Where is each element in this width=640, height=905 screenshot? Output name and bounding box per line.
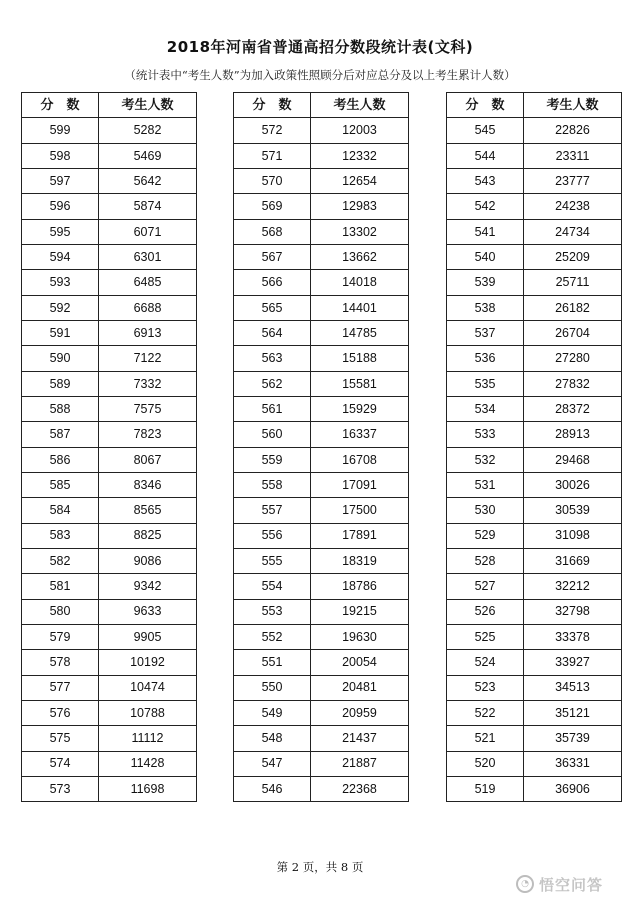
- table-row: [22, 168, 197, 193]
- score-cell: 541: [447, 219, 524, 244]
- table-row: [447, 270, 622, 295]
- table-row: [234, 244, 409, 269]
- count-cell: 18319: [311, 548, 409, 573]
- score-cell: 575: [22, 726, 99, 751]
- score-cell: 524: [447, 650, 524, 675]
- score-cell: 598: [22, 143, 99, 168]
- table-row: [447, 244, 622, 269]
- score-cell: 525: [447, 624, 524, 649]
- table-row: [234, 751, 409, 776]
- score-cell: 574: [22, 751, 99, 776]
- count-cell: 16708: [311, 447, 409, 472]
- table-row: [22, 548, 197, 573]
- table-row: [447, 371, 622, 396]
- table-row: [447, 650, 622, 675]
- score-cell: 580: [22, 599, 99, 624]
- table-row: [22, 447, 197, 472]
- score-cell: 547: [234, 751, 311, 776]
- table-row: [234, 143, 409, 168]
- table-row: [234, 396, 409, 421]
- table-row: [22, 650, 197, 675]
- table-row: [234, 548, 409, 573]
- score-cell: 586: [22, 447, 99, 472]
- count-cell: 6913: [99, 320, 197, 345]
- score-cell: 523: [447, 675, 524, 700]
- count-cell: 6688: [99, 295, 197, 320]
- score-cell: 528: [447, 548, 524, 573]
- table-row: [22, 624, 197, 649]
- count-cell: 20054: [311, 650, 409, 675]
- table-row: [234, 118, 409, 143]
- score-cell: 540: [447, 244, 524, 269]
- score-cell: 560: [234, 422, 311, 447]
- table-row: [234, 295, 409, 320]
- score-cell: 588: [22, 396, 99, 421]
- count-cell: 12654: [311, 168, 409, 193]
- count-cell: 7332: [99, 371, 197, 396]
- score-cell: 594: [22, 244, 99, 269]
- table-row: [447, 295, 622, 320]
- score-cell: 596: [22, 194, 99, 219]
- count-cell: 6485: [99, 270, 197, 295]
- score-table-2: [233, 92, 409, 802]
- count-cell: 35739: [524, 726, 622, 751]
- score-cell: 537: [447, 320, 524, 345]
- score-cell: 582: [22, 548, 99, 573]
- score-cell: 549: [234, 700, 311, 725]
- table-row: [234, 194, 409, 219]
- score-cell: 593: [22, 270, 99, 295]
- table-row: [447, 574, 622, 599]
- score-cell: 520: [447, 751, 524, 776]
- table-row: [234, 624, 409, 649]
- count-cell: 14018: [311, 270, 409, 295]
- score-cell: 536: [447, 346, 524, 371]
- table-row: [447, 396, 622, 421]
- count-cell: 14785: [311, 320, 409, 345]
- table-row: [22, 118, 197, 143]
- score-cell: 568: [234, 219, 311, 244]
- table-row: [22, 371, 197, 396]
- count-cell: 5469: [99, 143, 197, 168]
- score-cell: 563: [234, 346, 311, 371]
- page-footer: 第 2 页，共 8 页: [276, 860, 364, 874]
- score-cell: 531: [447, 472, 524, 497]
- score-cell: 592: [22, 295, 99, 320]
- table-row: [447, 472, 622, 497]
- count-cell: 22368: [311, 776, 409, 801]
- count-cell: 11112: [99, 726, 197, 751]
- header-score: 分 数: [234, 93, 311, 118]
- count-cell: 13302: [311, 219, 409, 244]
- score-cell: 521: [447, 726, 524, 751]
- score-cell: 556: [234, 523, 311, 548]
- count-cell: 9086: [99, 548, 197, 573]
- count-cell: 17091: [311, 472, 409, 497]
- score-cell: 548: [234, 726, 311, 751]
- table-row: [234, 447, 409, 472]
- table-note: （统计表中“考生人数”为加入政策性照顾分后对应总分及以上考生累计人数）: [124, 68, 516, 82]
- table-row: [234, 599, 409, 624]
- count-cell: 19215: [311, 599, 409, 624]
- score-cell: 567: [234, 244, 311, 269]
- watermark-text: 悟空问答: [539, 875, 604, 894]
- score-cell: 585: [22, 472, 99, 497]
- table-row: [234, 346, 409, 371]
- count-cell: 10474: [99, 675, 197, 700]
- score-cell: 529: [447, 523, 524, 548]
- table-row: [234, 219, 409, 244]
- table-row: [22, 726, 197, 751]
- header-score: 分 数: [447, 93, 524, 118]
- score-cell: 522: [447, 700, 524, 725]
- count-cell: 33927: [524, 650, 622, 675]
- header-count: 考生人数: [311, 93, 409, 118]
- table-row: [22, 396, 197, 421]
- page-title: 2018年河南省普通高招分数段统计表(文科): [166, 38, 474, 56]
- score-cell: 527: [447, 574, 524, 599]
- score-cell: 558: [234, 472, 311, 497]
- score-cell: 569: [234, 194, 311, 219]
- score-cell: 599: [22, 118, 99, 143]
- table-row: [234, 574, 409, 599]
- table-row: [234, 371, 409, 396]
- count-cell: 36331: [524, 751, 622, 776]
- table-row: [234, 168, 409, 193]
- count-cell: 7575: [99, 396, 197, 421]
- count-cell: 28913: [524, 422, 622, 447]
- table-row: [447, 320, 622, 345]
- table-row: [234, 675, 409, 700]
- count-cell: 9633: [99, 599, 197, 624]
- table-row: [447, 422, 622, 447]
- table-row: [447, 118, 622, 143]
- score-cell: 553: [234, 599, 311, 624]
- score-cell: 542: [447, 194, 524, 219]
- score-cell: 530: [447, 498, 524, 523]
- count-cell: 17891: [311, 523, 409, 548]
- table-row: [234, 726, 409, 751]
- count-cell: 14401: [311, 295, 409, 320]
- table-row: [234, 422, 409, 447]
- count-cell: 25711: [524, 270, 622, 295]
- count-cell: 12003: [311, 118, 409, 143]
- table-row: [22, 751, 197, 776]
- table-row: [447, 624, 622, 649]
- count-cell: 27832: [524, 371, 622, 396]
- score-cell: 590: [22, 346, 99, 371]
- score-cell: 572: [234, 118, 311, 143]
- table-row: [234, 650, 409, 675]
- table-row: [447, 776, 622, 801]
- table-row: [447, 219, 622, 244]
- count-cell: 24238: [524, 194, 622, 219]
- table-row: [22, 599, 197, 624]
- table-row: [234, 472, 409, 497]
- count-cell: 13662: [311, 244, 409, 269]
- table-row: [22, 295, 197, 320]
- table-row: [234, 523, 409, 548]
- table-row: [22, 700, 197, 725]
- score-cell: 589: [22, 371, 99, 396]
- count-cell: 28372: [524, 396, 622, 421]
- score-cell: 561: [234, 396, 311, 421]
- count-cell: 23311: [524, 143, 622, 168]
- count-cell: 10192: [99, 650, 197, 675]
- score-cell: 534: [447, 396, 524, 421]
- score-cell: 597: [22, 168, 99, 193]
- table-row: [447, 346, 622, 371]
- count-cell: 12983: [311, 194, 409, 219]
- count-cell: 17500: [311, 498, 409, 523]
- score-cell: 576: [22, 700, 99, 725]
- score-cell: 545: [447, 118, 524, 143]
- score-cell: 587: [22, 422, 99, 447]
- count-cell: 11428: [99, 751, 197, 776]
- table-row: [447, 498, 622, 523]
- count-cell: 23777: [524, 168, 622, 193]
- count-cell: 19630: [311, 624, 409, 649]
- score-cell: 577: [22, 675, 99, 700]
- score-cell: 539: [447, 270, 524, 295]
- count-cell: 34513: [524, 675, 622, 700]
- header-count: 考生人数: [99, 93, 197, 118]
- score-cell: 570: [234, 168, 311, 193]
- count-cell: 30539: [524, 498, 622, 523]
- table-row: [447, 447, 622, 472]
- score-cell: 526: [447, 599, 524, 624]
- count-cell: 21437: [311, 726, 409, 751]
- score-cell: 555: [234, 548, 311, 573]
- table-row: [447, 143, 622, 168]
- table-row: [22, 574, 197, 599]
- wukong-logo-icon: ◔: [516, 875, 534, 893]
- count-cell: 5642: [99, 168, 197, 193]
- score-table-1: [21, 92, 197, 802]
- table-row: [22, 194, 197, 219]
- count-cell: 20481: [311, 675, 409, 700]
- table-row: [447, 523, 622, 548]
- count-cell: 10788: [99, 700, 197, 725]
- table-row: [447, 700, 622, 725]
- count-cell: 8565: [99, 498, 197, 523]
- score-cell: 584: [22, 498, 99, 523]
- table-row: [234, 270, 409, 295]
- count-cell: 15581: [311, 371, 409, 396]
- score-cell: 543: [447, 168, 524, 193]
- count-cell: 35121: [524, 700, 622, 725]
- table-row: [447, 751, 622, 776]
- score-cell: 595: [22, 219, 99, 244]
- table-row: [22, 143, 197, 168]
- count-cell: 7823: [99, 422, 197, 447]
- count-cell: 22826: [524, 118, 622, 143]
- count-cell: 8346: [99, 472, 197, 497]
- count-cell: 6301: [99, 244, 197, 269]
- table-row: [234, 498, 409, 523]
- table-row: [234, 776, 409, 801]
- score-cell: 552: [234, 624, 311, 649]
- count-cell: 5874: [99, 194, 197, 219]
- score-cell: 565: [234, 295, 311, 320]
- table-row: [22, 472, 197, 497]
- score-cell: 519: [447, 776, 524, 801]
- count-cell: 12332: [311, 143, 409, 168]
- table-row: [22, 422, 197, 447]
- table-row: [447, 675, 622, 700]
- table-row: [22, 320, 197, 345]
- score-cell: 535: [447, 371, 524, 396]
- score-cell: 546: [234, 776, 311, 801]
- count-cell: 26704: [524, 320, 622, 345]
- table-row: [22, 244, 197, 269]
- table-row: [447, 548, 622, 573]
- score-cell: 581: [22, 574, 99, 599]
- count-cell: 29468: [524, 447, 622, 472]
- count-cell: 9905: [99, 624, 197, 649]
- score-cell: 591: [22, 320, 99, 345]
- score-cell: 559: [234, 447, 311, 472]
- count-cell: 15929: [311, 396, 409, 421]
- count-cell: 6071: [99, 219, 197, 244]
- table-row: [22, 523, 197, 548]
- table-row: [22, 498, 197, 523]
- count-cell: 30026: [524, 472, 622, 497]
- score-cell: 571: [234, 143, 311, 168]
- table-row: [22, 346, 197, 371]
- table-row: [234, 700, 409, 725]
- header-score: 分 数: [22, 93, 99, 118]
- score-cell: 533: [447, 422, 524, 447]
- count-cell: 9342: [99, 574, 197, 599]
- score-table-3: [446, 92, 622, 802]
- score-cell: 583: [22, 523, 99, 548]
- header-count: 考生人数: [524, 93, 622, 118]
- score-cell: 564: [234, 320, 311, 345]
- table-row: [447, 194, 622, 219]
- count-cell: 16337: [311, 422, 409, 447]
- count-cell: 18786: [311, 574, 409, 599]
- score-cell: 544: [447, 143, 524, 168]
- count-cell: 25209: [524, 244, 622, 269]
- table-row: [22, 776, 197, 801]
- score-cell: 554: [234, 574, 311, 599]
- count-cell: 36906: [524, 776, 622, 801]
- score-cell: 550: [234, 675, 311, 700]
- score-cell: 578: [22, 650, 99, 675]
- score-cell: 566: [234, 270, 311, 295]
- score-cell: 573: [22, 776, 99, 801]
- table-row: [22, 675, 197, 700]
- table-row: [447, 599, 622, 624]
- count-cell: 33378: [524, 624, 622, 649]
- score-cell: 532: [447, 447, 524, 472]
- watermark: [516, 871, 632, 897]
- table-row: [447, 168, 622, 193]
- score-cell: 557: [234, 498, 311, 523]
- count-cell: 21887: [311, 751, 409, 776]
- count-cell: 32798: [524, 599, 622, 624]
- count-cell: 31098: [524, 523, 622, 548]
- score-cell: 562: [234, 371, 311, 396]
- table-row: [22, 270, 197, 295]
- table-row: [22, 219, 197, 244]
- count-cell: 5282: [99, 118, 197, 143]
- count-cell: 15188: [311, 346, 409, 371]
- count-cell: 24734: [524, 219, 622, 244]
- count-cell: 32212: [524, 574, 622, 599]
- count-cell: 27280: [524, 346, 622, 371]
- score-cell: 551: [234, 650, 311, 675]
- score-cell: 538: [447, 295, 524, 320]
- count-cell: 11698: [99, 776, 197, 801]
- count-cell: 26182: [524, 295, 622, 320]
- count-cell: 8825: [99, 523, 197, 548]
- table-row: [447, 726, 622, 751]
- table-row: [234, 320, 409, 345]
- score-cell: 579: [22, 624, 99, 649]
- count-cell: 20959: [311, 700, 409, 725]
- count-cell: 31669: [524, 548, 622, 573]
- count-cell: 8067: [99, 447, 197, 472]
- count-cell: 7122: [99, 346, 197, 371]
